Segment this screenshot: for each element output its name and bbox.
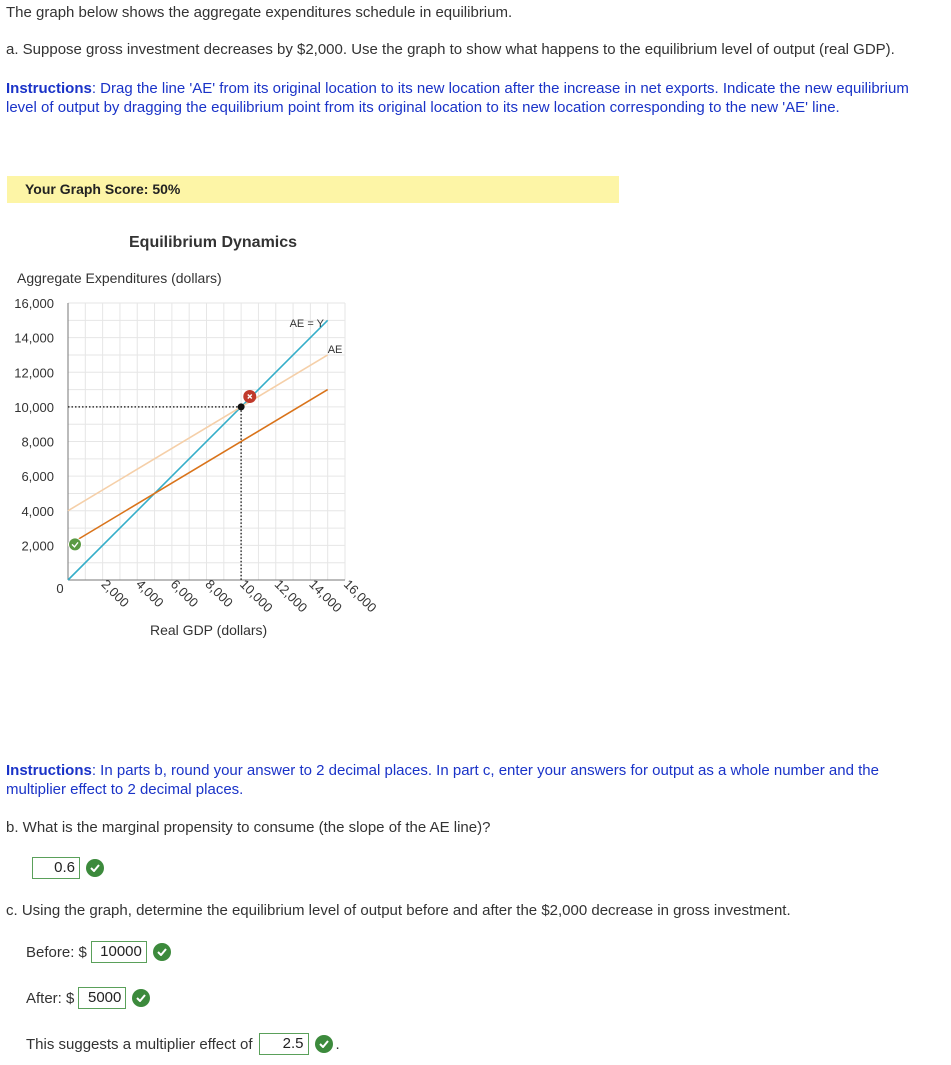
x-tick-label: 12,000 — [271, 576, 311, 616]
chart-series[interactable] — [68, 320, 328, 580]
correct-point-marker[interactable] — [69, 538, 82, 551]
graph-score-bar — [7, 176, 619, 203]
incorrect-point-marker[interactable] — [243, 390, 256, 403]
instructions-parts-bc — [6, 761, 941, 799]
line-ae-new[interactable] — [68, 390, 328, 546]
y-tick-label: 6,000 — [21, 469, 54, 485]
intro-text: The graph below shows the aggregate expenditures schedule in equilibrium. — [6, 4, 513, 21]
check-icon — [153, 943, 171, 961]
before-answer-row — [26, 941, 171, 963]
multiplier-suffix: . — [335, 1035, 340, 1053]
x-tick-label: 8,000 — [202, 576, 236, 611]
chart-axes — [14, 296, 379, 615]
y-tick-label: 16,000 — [14, 296, 54, 311]
x-tick-label: 2,000 — [98, 576, 133, 611]
check-icon — [315, 1035, 333, 1053]
line-label: AE — [327, 344, 343, 357]
after-answer-input[interactable]: 5000 — [78, 987, 126, 1009]
multiplier-answer-row — [26, 1033, 340, 1055]
x-tick-label: 16,000 — [340, 576, 380, 616]
x-tick-label: 4,000 — [133, 576, 167, 611]
multiplier-answer-input[interactable]: 2.5 — [259, 1033, 309, 1055]
y-tick-label: 4,000 — [21, 503, 54, 519]
origin-label: 0 — [56, 581, 64, 596]
instructions2-label: Instructions — [6, 762, 92, 779]
equilibrium-chart[interactable] — [0, 290, 400, 620]
y-tick-label: 14,000 — [14, 330, 54, 346]
graph-title: Equilibrium Dynamics — [129, 234, 298, 251]
part-a-question: a. Suppose gross investment decreases by $2,000. Use the graph to show what happens to the equilibrium level of output (real GDP). — [6, 41, 895, 58]
line-label: AE = Y — [289, 318, 324, 331]
y-tick-label: 10,000 — [14, 399, 54, 415]
y-axis-label: Aggregate Expenditures (dollars) — [17, 270, 222, 286]
y-tick-label: 8,000 — [21, 434, 54, 450]
part-c-question: c. Using the graph, determine the equilibrium level of output before and after the $2,000 decrease in gross investment. — [6, 902, 791, 919]
x-tick-label: 10,000 — [237, 576, 276, 616]
y-tick-label: 12,000 — [14, 365, 54, 381]
before-answer-input[interactable]: 10000 — [91, 941, 147, 963]
before-label: Before: $ — [26, 943, 87, 961]
correct-point-circle — [69, 538, 82, 551]
x-tick-label: 14,000 — [306, 576, 345, 616]
instructions-label: Instructions — [6, 80, 92, 97]
original-equilibrium[interactable] — [238, 403, 245, 410]
x-axis-label: Real GDP (dollars) — [150, 622, 268, 638]
graph-score: Your Graph Score: 50% — [25, 181, 181, 197]
after-label: After: $ — [26, 989, 75, 1007]
instructions2-text: : In parts b, round your answer to 2 decimal places. In part c, enter your answers for output as a whole number and the multiplier effect to 2 decimal places. — [6, 762, 879, 798]
y-tick-label: 2,000 — [21, 538, 54, 554]
line-ae[interactable] — [68, 355, 328, 511]
multiplier-label: This suggests a multiplier effect of — [26, 1035, 253, 1053]
line-ae-y[interactable] — [68, 320, 328, 580]
after-answer-row — [26, 987, 150, 1009]
instructions-text: : Drag the line 'AE' from its original location to its new location after the increase in net exports. Indicate the new equilibrium level of output by dragging the equilibrium point from its original location to its new location corresponding to the new 'AE' line. — [6, 80, 909, 116]
instructions-part-a — [6, 79, 941, 117]
mpc-answer-row — [32, 857, 104, 879]
part-b-question: b. What is the marginal propensity to consume (the slope of the AE line)? — [6, 819, 491, 836]
check-icon — [86, 859, 104, 877]
check-icon — [132, 989, 150, 1007]
mpc-answer-input[interactable]: 0.6 — [32, 857, 80, 879]
x-tick-label: 6,000 — [167, 576, 202, 611]
